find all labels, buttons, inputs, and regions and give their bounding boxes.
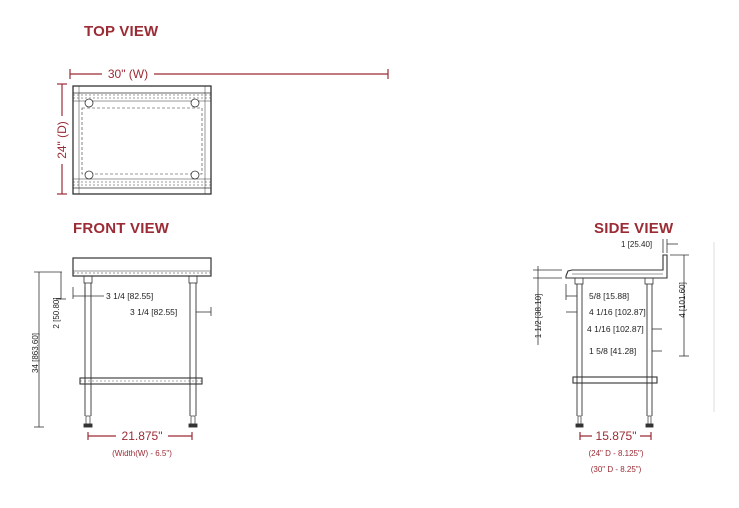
side-undershelf xyxy=(573,377,657,383)
side-view-title: SIDE VIEW xyxy=(594,220,674,237)
side-note-30: (30" D - 8.25") xyxy=(590,465,642,474)
top-depth-label: 24" (D) xyxy=(55,121,69,159)
front-undershelf xyxy=(80,378,202,384)
top-view-drawing xyxy=(55,66,388,194)
side-dim-d-label: 1 5/8 [41.28] xyxy=(589,346,637,356)
front-leg-inset-label-1: 3 1/4 [82.55] xyxy=(106,291,154,301)
front-leg-inset-label-2: 3 1/4 [82.55] xyxy=(130,307,178,317)
front-legs xyxy=(84,283,197,427)
side-top-thickness-label: 1 1/2 [38.10] xyxy=(534,293,543,339)
front-overall-height-label: 34 [863.60] xyxy=(31,332,40,374)
top-table-outline xyxy=(73,86,211,194)
side-table-top xyxy=(566,255,667,284)
front-view-drawing xyxy=(31,258,211,458)
side-leg-span-label: 15.875" xyxy=(595,429,637,443)
side-note-24: (24" D - 8.125") xyxy=(588,449,644,458)
front-leg-span-label: 21.875" xyxy=(121,429,163,443)
side-dim-c-label: 4 1/16 [102.87] xyxy=(587,324,644,334)
side-view-drawing xyxy=(533,239,714,474)
side-backsplash-thickness-dimension xyxy=(663,239,678,253)
front-view-title: FRONT VIEW xyxy=(73,220,170,237)
top-width-label: 30" (W) xyxy=(107,67,149,81)
top-leg-markers xyxy=(85,99,199,179)
side-backsplash-thickness-label: 1 [25.40] xyxy=(621,240,653,249)
front-leg-span-note: (Width(W) - 6.5") xyxy=(112,449,172,458)
side-dim-a-label: 5/8 [15.88] xyxy=(589,291,630,301)
top-view-title: TOP VIEW xyxy=(84,23,159,40)
front-top-offset-label: 2 [50.80] xyxy=(52,297,61,329)
front-table-top xyxy=(73,258,211,283)
front-top-offset-dimension xyxy=(56,272,66,299)
side-backsplash-height-label: 4 [101.60] xyxy=(678,282,687,318)
side-dim-b-label: 4 1/16 [102.87] xyxy=(589,307,646,317)
